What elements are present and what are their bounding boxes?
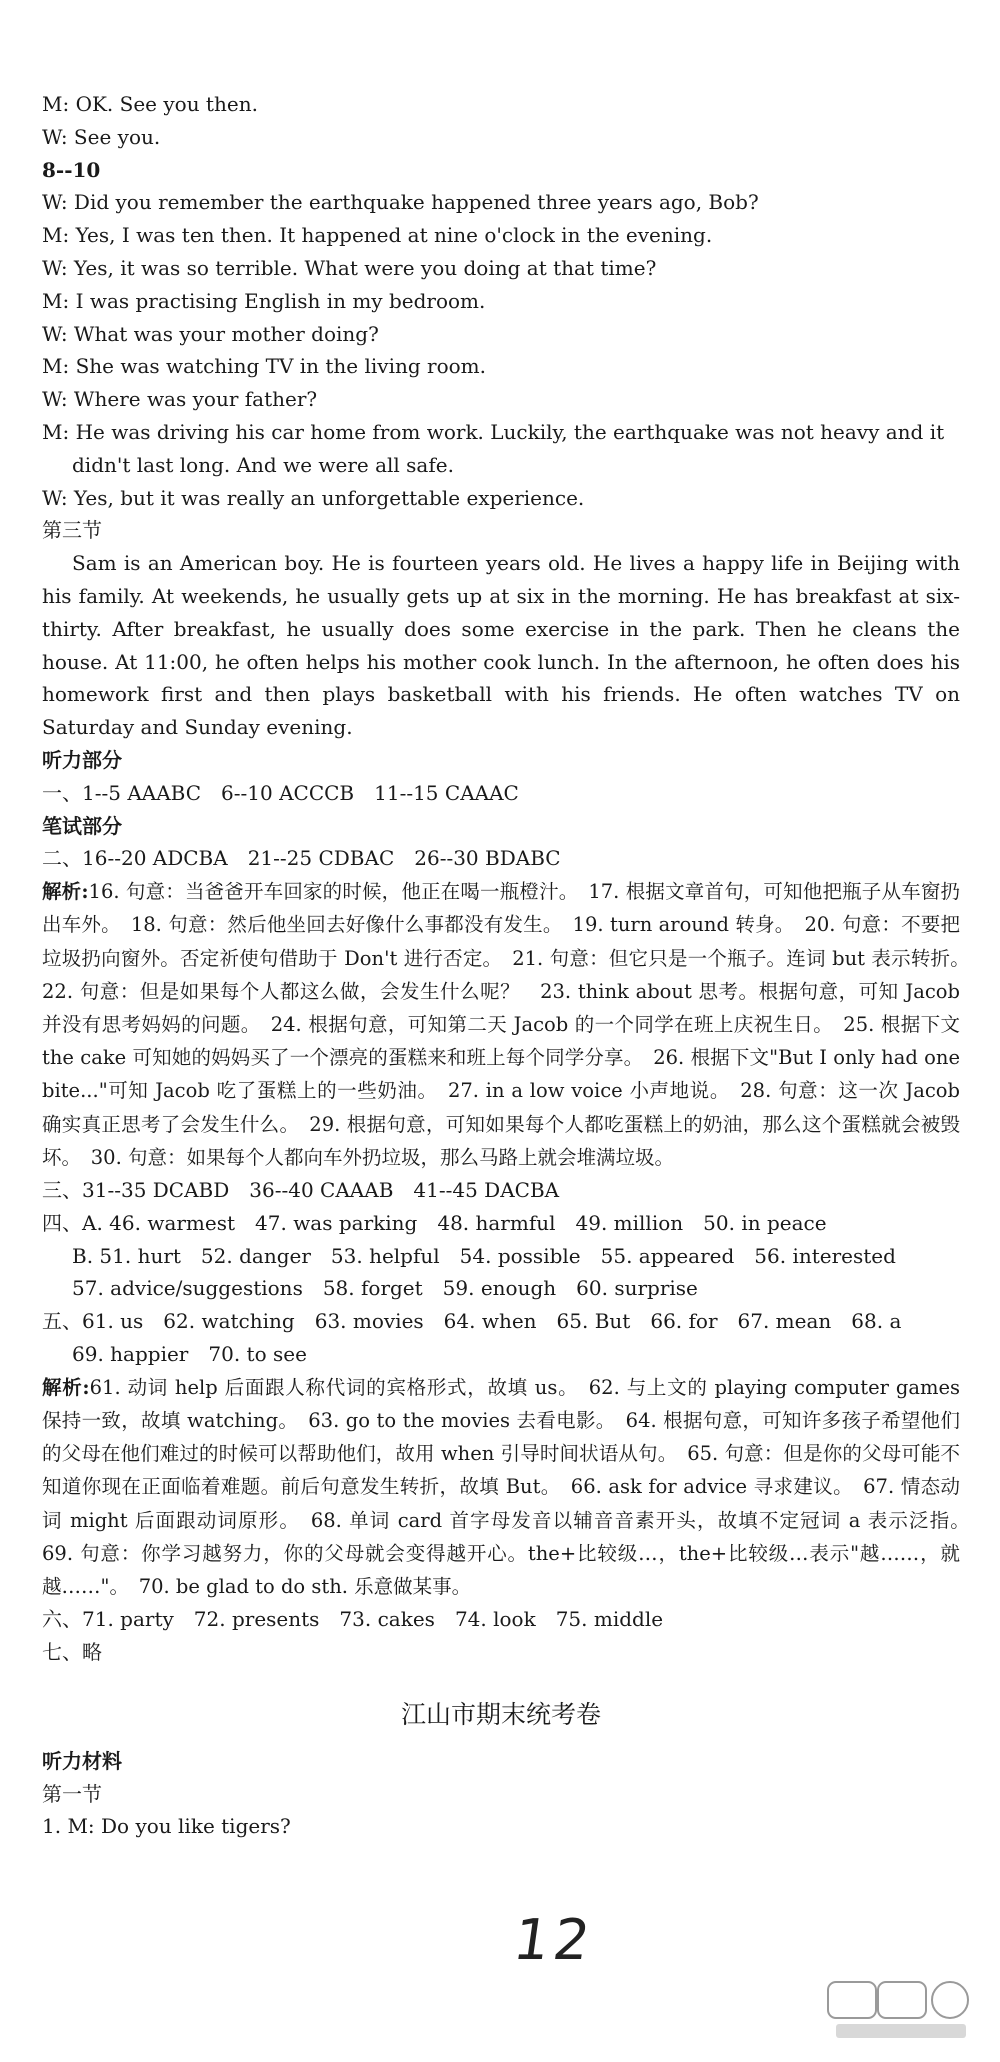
dialogue-line: W: Yes, but it was really an unforgettable experience. [42,485,585,510]
dialogue-line: W: Did you remember the earthquake happened three years ago, Bob? [42,190,759,215]
answer-row: 69. happier 70. to see [72,1341,307,1366]
dialogue-line: M: Yes, I was ten then. It happened at nine o'clock in the evening. [42,223,713,248]
answer-row: 二、16--20 ADCBA 21--25 CDBAC 26--30 BDABC [42,846,561,871]
exam-title: 江山市期末统考卷 [400,1699,601,1729]
dialogue-line: M: OK. See you then. [42,92,258,116]
answer-row: 五、61. us 62. watching 63. movies 64. when 65. But 66. for 67. mean 68. a [42,1309,902,1334]
answer-row: 四、A. 46. warmest 47. was parking 48. harmful 49. million 50. in peace [42,1210,827,1235]
analysis-block [42,875,980,1174]
answer-row: 六、71. party 72. presents 73. cakes 74. look 75. middle [42,1607,664,1632]
dialogue-line: W: Yes, it was so terrible. What were you doing at that time? [42,255,657,280]
question-line: 1. M: Do you like tigers? [42,1814,291,1839]
listening-material-heading: 听力材料 [42,1748,122,1773]
section-label: 8--10 [42,157,101,182]
answer-row: 57. advice/suggestions 58. forget 59. enough 60. surprise [72,1276,698,1301]
analysis-label: 解析: [42,880,89,904]
handwritten-page-number: 12 [509,1908,598,1973]
dialogue-line: W: Where was your father? [42,387,318,412]
dialogue-line: didn't last long. And we were all safe. [72,452,454,477]
section-label: 第三节 [42,518,102,543]
listening-heading: 听力部分 [42,747,122,772]
analysis-text: 16. 句意：当爸爸开车回家的时候，他正在喝一瓶橙汁。 17. 根据文章首句，可知他把瓶子从车窗扔出车外。 18. 句意：然后他坐回去好像什么事都没有发生。 19. turn around 转身。 20. 句意：不要把垃圾扔向窗外。否定祈使句借助于 Don't 进行否定。 21. 句意：但它只是一个瓶子。连词 but 表示转折。 22. 句意：但是如果每个人都这么做，会发生什么呢？ 23. think about 思考。根据句意，可知 Jacob 并没有思考妈妈的问题。 24. 根据句意，可知第二天 Jacob 的一个同学在班上庆祝生日。 25. 根据下文 the cake 可知她的妈妈买了一个漂亮的蛋糕来和班上每个同学分享。 26. 根据下文"But I only had one bite..."可知 Jacob 吃了蛋糕上的一些奶油。 27. in a low voice 小声地说。 28. 句意：这一次 Jacob 确实真正思考了会发生什么。 29. 根据句意，可知如果每个人都吃蛋糕上的奶油，那么这个蛋糕就会被毁坏。 30. 句意：如果每个人都向车外扔垃圾，那么马路上就会堆满垃圾。 [42,880,980,1169]
listening-passage: Sam is an American boy. He is fourteen years old. He lives a happy life in Beijing with his family. At weekends, he usually gets up at six in the morning. He has breakfast at six-thirty. After breakfast, he usually does some exercise in the park. Then he cleans the house. At 11:00, he often helps his mother cook lunch. In the afternoon, he often does his homework first and then plays basketball with his friends. He often watches TV on Saturday and Sunday evening. [42,551,960,740]
dialogue-line: M: She was watching TV in the living room. [42,354,486,379]
dialogue-line: M: He was driving his car home from work. Luckily, the earthquake was not heavy and it [42,419,945,444]
dialogue-line: W: See you. [42,124,161,149]
answer-page [42,88,980,1843]
dialogue-line: W: What was your mother doing? [42,321,379,346]
answer-row: B. 51. hurt 52. danger 53. helpful 54. possible 55. appeared 56. interested [72,1243,896,1268]
analysis-block [42,1371,980,1603]
dialogue-line: M: I was practising English in my bedroom. [42,288,486,313]
analysis-label: 解析: [42,1375,90,1399]
answer-row: 三、31--35 DCABD 36--40 CAAAB 41--45 DACBA [42,1177,560,1202]
analysis-text: 61. 动词 help 后面跟人称代词的宾格形式，故填 us。 62. 与上文的 playing computer games 保持一致，故填 watching。 63. go to the movies 去看电影。 64. 根据句意，可知许多孩子希望他们的父母在他们难过的时候可以帮助他们，故用 when 引导时间状语从句。 65. 句意：但是你的父母可能不知道你现在正面临着难题。前后句意发生转折，故填 But。 66. ask for advice 寻求建议。 67. 情态动词 might 后面跟动词原形。 68. 单词 card 首字母发音以辅音音素开头，故填不定冠词 a 表示泛指。 69. 句意：你学习越努力，你的父母就会变得越开心。the+比较级…，the+比较级…表示"越……，就越……"。 70. be glad to do sth. 乐意做某事。 [42,1375,980,1598]
written-heading: 笔试部分 [42,813,122,838]
answer-row: 一、1--5 AAABC 6--10 ACCCB 11--15 CAAAC [42,780,519,805]
section-label: 第一节 [42,1781,102,1806]
answer-row: 七、略 [42,1639,102,1664]
site-watermark-logo [826,1978,976,2044]
